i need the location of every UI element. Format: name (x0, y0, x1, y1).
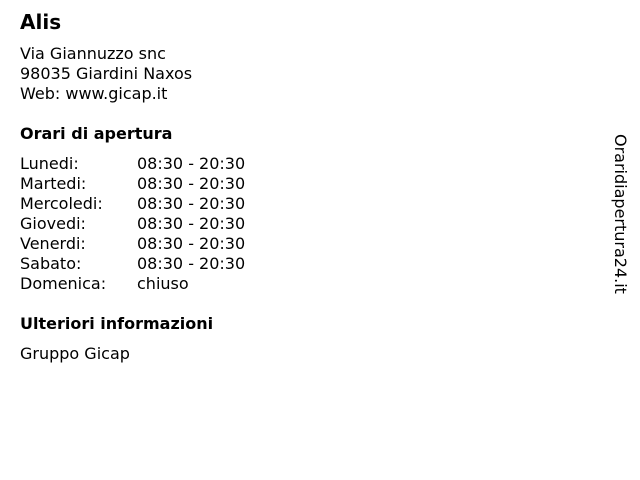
hours-row-friday (20, 234, 320, 254)
opening-hours-title: Orari di apertura (20, 124, 173, 143)
address-web: Web: www.gicap.it (20, 84, 168, 103)
hours-time: 08:30 - 20:30 (137, 254, 246, 273)
hours-day: Mercoledi: (20, 194, 103, 213)
hours-row-saturday (20, 254, 320, 274)
hours-time: 08:30 - 20:30 (137, 234, 246, 253)
store-name: Alis (20, 10, 62, 34)
hours-time: 08:30 - 20:30 (137, 174, 246, 193)
hours-time: 08:30 - 20:30 (137, 154, 246, 173)
hours-day: Martedi: (20, 174, 87, 193)
hours-time: 08:30 - 20:30 (137, 214, 246, 233)
hours-day: Sabato: (20, 254, 82, 273)
hours-row-monday (20, 154, 320, 174)
hours-row-sunday (20, 274, 320, 294)
hours-day: Domenica: (20, 274, 107, 293)
hours-day: Giovedi: (20, 214, 86, 233)
hours-day: Lunedi: (20, 154, 79, 173)
additional-info-text: Gruppo Gicap (20, 344, 130, 363)
address-city: 98035 Giardini Naxos (20, 64, 193, 83)
store-address (20, 44, 192, 104)
hours-time: 08:30 - 20:30 (137, 194, 246, 213)
address-street: Via Giannuzzo snc (20, 44, 166, 63)
hours-row-thursday (20, 214, 320, 234)
hours-time: chiuso (137, 274, 189, 293)
hours-day: Venerdi: (20, 234, 86, 253)
opening-hours-list (20, 154, 320, 294)
hours-row-wednesday (20, 194, 320, 214)
additional-info-title: Ulteriori informazioni (20, 314, 214, 333)
site-brand-vertical: Oraridiapertura24.it (611, 134, 630, 294)
hours-row-tuesday (20, 174, 320, 194)
